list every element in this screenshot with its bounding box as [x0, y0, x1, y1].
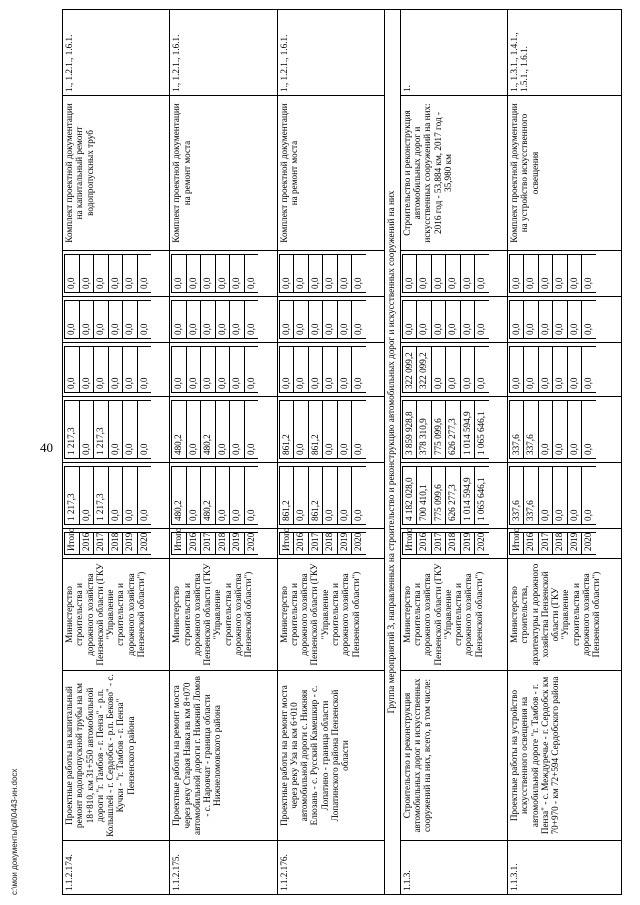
- value-cell: 0,0: [431, 255, 446, 293]
- year-column: [277, 529, 384, 559]
- value-cell: 0,0: [352, 347, 366, 393]
- funding-column: [170, 251, 277, 297]
- value-cell: 2018: [446, 533, 461, 555]
- value-cell: 0,0: [108, 301, 123, 339]
- value-cell: 0,0: [538, 301, 553, 339]
- value-cell: 0,0: [215, 301, 230, 339]
- value-cell: 0,0: [323, 347, 338, 393]
- value-cell: 1 217,3: [94, 401, 109, 459]
- value-cell: 0,0: [215, 347, 230, 393]
- year-values: [171, 346, 258, 393]
- value-cell: 0,0: [524, 255, 539, 293]
- year-values: [64, 400, 151, 459]
- value-cell: 2020: [582, 533, 596, 555]
- value-cell: 2018: [108, 533, 123, 555]
- year-values: [509, 527, 596, 555]
- value-cell: 0,0: [230, 301, 245, 339]
- value-cell: 0,0: [553, 301, 568, 339]
- value-cell: 0,0: [294, 401, 309, 459]
- value-cell: 861,2: [308, 401, 323, 459]
- row-number: 1.1.2.176.: [277, 841, 384, 895]
- year-values: [279, 527, 366, 555]
- value-cell: 0,0: [524, 347, 539, 393]
- value-cell: 0,0: [582, 467, 596, 525]
- year-values: [279, 400, 366, 459]
- value-cell: 0,0: [79, 347, 94, 393]
- value-cell: 2018: [553, 533, 568, 555]
- year-values: [171, 466, 258, 525]
- activity-name: Строительство и реконструкция автомобильных дорог и искусственных сооружений на них, всего, в том числе:: [400, 671, 507, 841]
- value-cell: Итого: [65, 533, 80, 555]
- value-cell: 0,0: [567, 401, 582, 459]
- value-cell: 0,0: [137, 467, 151, 525]
- value-cell: 322 099,2: [402, 347, 417, 393]
- value-cell: 0,0: [352, 255, 366, 293]
- executor: Министерство строительства и дорожного хозяйства Пензенской области (ГКУ "Управление строительства и дорожного хозяйства Пензенской области"): [63, 559, 170, 671]
- value-cell: 0,0: [65, 347, 80, 393]
- value-cell: 3 859 928,8: [402, 401, 417, 459]
- value-cell: 0,0: [417, 255, 432, 293]
- value-cell: 0,0: [402, 301, 417, 339]
- value-cell: 337,6: [524, 467, 539, 525]
- expected-result: Комплект проектной документации на устройство искусственного освещения: [507, 96, 621, 251]
- value-cell: 0,0: [553, 347, 568, 393]
- table-row: [400, 10, 507, 895]
- value-cell: 2020: [352, 533, 366, 555]
- year-values: [509, 400, 596, 459]
- value-cell: 2017: [94, 533, 109, 555]
- funding-column: [400, 343, 507, 397]
- value-cell: 2016: [186, 533, 201, 555]
- page-number: 40: [40, 440, 53, 455]
- funding-column: [400, 251, 507, 297]
- value-cell: 0,0: [475, 255, 489, 293]
- funding-column: [277, 463, 384, 529]
- value-cell: 0,0: [337, 255, 352, 293]
- year-values: [509, 300, 596, 339]
- value-cell: 0,0: [446, 255, 461, 293]
- year-values: [64, 300, 151, 339]
- executor: Министерство строительства и дорожного хозяйства Пензенской области (ГКУ "Управление строительства и дорожного хозяйства Пензенской области"): [400, 559, 507, 671]
- activity-name: Проектные работы на ремонт моста через реку Старая Навка на км 8+070 автомобильной дороги г. Нижний Ломов - с. Наровчат - граница области Нижнеломовского района: [170, 671, 277, 841]
- value-cell: 0,0: [538, 255, 553, 293]
- value-cell: 0,0: [108, 255, 123, 293]
- value-cell: 0,0: [230, 401, 245, 459]
- value-cell: 626 277,3: [446, 467, 461, 525]
- value-cell: 0,0: [279, 255, 294, 293]
- value-cell: 775 099,6: [431, 467, 446, 525]
- value-cell: 0,0: [567, 301, 582, 339]
- value-cell: Итого: [172, 533, 187, 555]
- value-cell: 0,0: [553, 401, 568, 459]
- table-row: [277, 10, 384, 895]
- value-cell: 1 065 646,1: [475, 467, 489, 525]
- value-cell: 0,0: [509, 301, 524, 339]
- funding-column: [63, 251, 170, 297]
- value-cell: 0,0: [509, 255, 524, 293]
- value-cell: 0,0: [201, 255, 216, 293]
- value-cell: 0,0: [582, 401, 596, 459]
- value-cell: 0,0: [186, 255, 201, 293]
- value-cell: 0,0: [460, 301, 475, 339]
- value-cell: 0,0: [108, 467, 123, 525]
- value-cell: 2018: [215, 533, 230, 555]
- value-cell: 0,0: [65, 301, 80, 339]
- year-values: [402, 346, 489, 393]
- value-cell: 0,0: [123, 401, 138, 459]
- row-number: 1.1.3.1.: [507, 841, 621, 895]
- value-cell: 0,0: [172, 301, 187, 339]
- value-cell: 0,0: [582, 347, 596, 393]
- year-values: [402, 300, 489, 339]
- value-cell: 1 217,3: [65, 401, 80, 459]
- row-number: 1.1.3.: [400, 841, 507, 895]
- value-cell: 1 014 594,9: [460, 467, 475, 525]
- year-values: [279, 254, 366, 293]
- value-cell: 0,0: [186, 467, 201, 525]
- value-cell: 0,0: [244, 255, 258, 293]
- value-cell: 0,0: [79, 401, 94, 459]
- value-cell: 0,0: [279, 301, 294, 339]
- value-cell: 2019: [460, 533, 475, 555]
- year-values: [279, 346, 366, 393]
- year-values: [402, 527, 489, 555]
- value-cell: 0,0: [323, 401, 338, 459]
- value-cell: 2020: [475, 533, 489, 555]
- value-cell: 480,2: [172, 467, 187, 525]
- year-values: [402, 254, 489, 293]
- value-cell: 337,6: [509, 467, 524, 525]
- value-cell: 0,0: [294, 467, 309, 525]
- year-values: [279, 466, 366, 525]
- value-cell: 378 310,9: [417, 401, 432, 459]
- value-cell: 1 217,3: [65, 467, 80, 525]
- funding-column: [170, 297, 277, 343]
- row-number: 1.1.2.174.: [63, 841, 170, 895]
- value-cell: 1 014 594,9: [460, 401, 475, 459]
- value-cell: 0,0: [308, 255, 323, 293]
- value-cell: 0,0: [201, 301, 216, 339]
- table-row: [507, 10, 621, 895]
- funding-column: [63, 297, 170, 343]
- value-cell: 0,0: [337, 467, 352, 525]
- value-cell: 0,0: [123, 255, 138, 293]
- value-cell: 0,0: [294, 255, 309, 293]
- funding-column: [170, 343, 277, 397]
- value-cell: 0,0: [94, 347, 109, 393]
- value-cell: 0,0: [538, 401, 553, 459]
- value-cell: 0,0: [475, 301, 489, 339]
- year-values: [402, 466, 489, 525]
- value-cell: 0,0: [94, 255, 109, 293]
- value-cell: 0,0: [94, 301, 109, 339]
- value-cell: 0,0: [509, 347, 524, 393]
- value-cell: 0,0: [460, 347, 475, 393]
- funding-column: [507, 297, 621, 343]
- value-cell: 2018: [323, 533, 338, 555]
- value-cell: 0,0: [65, 255, 80, 293]
- year-column: [63, 529, 170, 559]
- value-cell: 0,0: [244, 467, 258, 525]
- value-cell: 0,0: [79, 255, 94, 293]
- value-cell: 0,0: [337, 401, 352, 459]
- year-values: [171, 300, 258, 339]
- indicator-link: 1.: [400, 10, 507, 96]
- value-cell: 0,0: [244, 347, 258, 393]
- year-values: [509, 254, 596, 293]
- value-cell: 0,0: [417, 301, 432, 339]
- funding-column: [507, 463, 621, 529]
- group-row: [384, 10, 400, 895]
- year-values: [402, 400, 489, 459]
- indicator-link: 1., 1.3.1., 1.4.1., 1.5.1., 1.6.1.: [507, 10, 621, 96]
- value-cell: 0,0: [137, 301, 151, 339]
- value-cell: 0,0: [244, 401, 258, 459]
- expected-result: Строительство и реконструкция автомобильных дорог и искусственных сооружений на них: 2016 год - 53,884 км, 2017 год - 35,980 км: [400, 96, 507, 251]
- value-cell: 0,0: [567, 467, 582, 525]
- value-cell: 0,0: [524, 301, 539, 339]
- value-cell: 2020: [244, 533, 258, 555]
- value-cell: 861,2: [279, 467, 294, 525]
- value-cell: Итого: [402, 533, 417, 555]
- value-cell: 2017: [308, 533, 323, 555]
- year-values: [279, 300, 366, 339]
- row-number: 1.1.2.175.: [170, 841, 277, 895]
- value-cell: 0,0: [294, 347, 309, 393]
- value-cell: 0,0: [137, 347, 151, 393]
- value-cell: 0,0: [352, 467, 366, 525]
- funding-column: [170, 463, 277, 529]
- value-cell: 0,0: [582, 255, 596, 293]
- value-cell: 0,0: [230, 347, 245, 393]
- year-column: [400, 529, 507, 559]
- year-values: [171, 400, 258, 459]
- funding-column: [507, 397, 621, 463]
- value-cell: 0,0: [108, 347, 123, 393]
- value-cell: 0,0: [172, 347, 187, 393]
- funding-column: [400, 297, 507, 343]
- value-cell: 0,0: [172, 255, 187, 293]
- executor: Министерство строительства и дорожного хозяйства Пензенской области (ГКУ "Управление строительства и дорожного хозяйства Пензенской области"): [170, 559, 277, 671]
- value-cell: 480,2: [172, 401, 187, 459]
- value-cell: 0,0: [323, 255, 338, 293]
- funding-column: [400, 463, 507, 529]
- value-cell: 0,0: [215, 255, 230, 293]
- value-cell: 2016: [294, 533, 309, 555]
- program-activities-table: [62, 9, 622, 895]
- value-cell: 861,2: [279, 401, 294, 459]
- value-cell: 2016: [79, 533, 94, 555]
- value-cell: 322 099,2: [417, 347, 432, 393]
- value-cell: 337,6: [509, 401, 524, 459]
- activity-name: Проектные работы на устройство искусственного освещения на автомобильной дороге "г. Тамбов - г. Пенза" - с. Междуречье - г. Сердобск км 70+970 - км 72+594 Сердобского района: [507, 671, 621, 841]
- value-cell: 0,0: [279, 347, 294, 393]
- funding-column: [400, 397, 507, 463]
- value-cell: 1 065 646,1: [475, 401, 489, 459]
- value-cell: 4 182 028,0: [402, 467, 417, 525]
- value-cell: 0,0: [108, 401, 123, 459]
- rotated-table-area: [62, 10, 622, 895]
- value-cell: 0,0: [308, 347, 323, 393]
- value-cell: 0,0: [186, 347, 201, 393]
- expected-result: Комплект проектной документации на ремонт моста: [170, 96, 277, 251]
- indicator-link: 1., 1.2.1., 1.6.1.: [170, 10, 277, 96]
- value-cell: 0,0: [475, 347, 489, 393]
- value-cell: 480,2: [201, 467, 216, 525]
- value-cell: 0,0: [323, 301, 338, 339]
- funding-column: [63, 397, 170, 463]
- year-values: [64, 466, 151, 525]
- value-cell: 2019: [230, 533, 245, 555]
- value-cell: 0,0: [337, 347, 352, 393]
- expected-result: Комплект проектной документации на капитальный ремонт водопропускных труб: [63, 96, 170, 251]
- value-cell: 2019: [337, 533, 352, 555]
- table-row: [63, 10, 170, 895]
- value-cell: 2017: [431, 533, 446, 555]
- value-cell: 0,0: [567, 347, 582, 393]
- table-row: [170, 10, 277, 895]
- value-cell: 0,0: [323, 467, 338, 525]
- value-cell: 0,0: [79, 467, 94, 525]
- executor: Министерство строительства, архитектуры и дорожного хозяйства Пензенской области (ГКУ "Управление строительства и дорожного хозяйства Пензенской области"): [507, 559, 621, 671]
- value-cell: 0,0: [431, 347, 446, 393]
- value-cell: 0,0: [446, 301, 461, 339]
- value-cell: 0,0: [201, 347, 216, 393]
- value-cell: 0,0: [567, 255, 582, 293]
- year-values: [64, 346, 151, 393]
- funding-column: [63, 343, 170, 397]
- value-cell: 775 099,6: [431, 401, 446, 459]
- value-cell: 0,0: [79, 301, 94, 339]
- value-cell: 861,2: [308, 467, 323, 525]
- funding-column: [170, 397, 277, 463]
- value-cell: 0,0: [186, 301, 201, 339]
- executor: Министерство строительства и дорожного хозяйства Пензенской области (ГКУ "Управление строительства и дорожного хозяйства Пензенской области"): [277, 559, 384, 671]
- value-cell: 0,0: [553, 255, 568, 293]
- year-values: [64, 254, 151, 293]
- value-cell: 626 277,3: [446, 401, 461, 459]
- value-cell: 0,0: [215, 467, 230, 525]
- value-cell: 0,0: [431, 301, 446, 339]
- value-cell: 2017: [201, 533, 216, 555]
- value-cell: 700 410,1: [417, 467, 432, 525]
- value-cell: 0,0: [582, 301, 596, 339]
- value-cell: 0,0: [137, 401, 151, 459]
- value-cell: 0,0: [446, 347, 461, 393]
- value-cell: 0,0: [215, 401, 230, 459]
- year-values: [509, 346, 596, 393]
- value-cell: 0,0: [230, 467, 245, 525]
- funding-column: [507, 343, 621, 397]
- value-cell: 2016: [524, 533, 539, 555]
- value-cell: 0,0: [402, 255, 417, 293]
- value-cell: 0,0: [244, 301, 258, 339]
- value-cell: 0,0: [123, 301, 138, 339]
- value-cell: 0,0: [230, 255, 245, 293]
- indicator-link: 1., 1.2.1., 1.6.1.: [63, 10, 170, 96]
- value-cell: 0,0: [352, 401, 366, 459]
- value-cell: 0,0: [352, 301, 366, 339]
- value-cell: 2017: [538, 533, 553, 555]
- value-cell: 2016: [417, 533, 432, 555]
- value-cell: Итого: [279, 533, 294, 555]
- value-cell: 0,0: [123, 467, 138, 525]
- value-cell: 0,0: [123, 347, 138, 393]
- value-cell: 2019: [567, 533, 582, 555]
- activity-name: Проектные работы на ремонт моста через реку Уза на км 6+010 автомобильной дороги с. Нижняя Елюзань - с. Русский Камешкир - с. Лопатино - граница области Лопатинского района Пензенской области: [277, 671, 384, 841]
- year-column: [170, 529, 277, 559]
- funding-column: [507, 251, 621, 297]
- year-values: [171, 254, 258, 293]
- expected-result: Комплект проектной документации на ремонт моста: [277, 96, 384, 251]
- value-cell: 0,0: [538, 467, 553, 525]
- funding-column: [277, 397, 384, 463]
- value-cell: 1 217,3: [94, 467, 109, 525]
- year-values: [64, 527, 151, 555]
- year-values: [509, 466, 596, 525]
- footer-file-path: c:\мои документы\pil\0443-ин.docx: [10, 768, 19, 895]
- funding-column: [63, 463, 170, 529]
- value-cell: 0,0: [308, 301, 323, 339]
- year-values: [171, 527, 258, 555]
- value-cell: 337,6: [524, 401, 539, 459]
- funding-column: [277, 297, 384, 343]
- funding-column: [277, 251, 384, 297]
- value-cell: Итого: [509, 533, 524, 555]
- group-title: Группа мероприятий 3, направленных на строительство и реконструкцию автомобильных дорог и искусственных сооружений на них: [384, 10, 400, 895]
- value-cell: 0,0: [538, 347, 553, 393]
- value-cell: 0,0: [460, 255, 475, 293]
- value-cell: 0,0: [294, 301, 309, 339]
- value-cell: 2019: [123, 533, 138, 555]
- indicator-link: 1., 1.2.1., 1.6.1.: [277, 10, 384, 96]
- funding-column: [277, 343, 384, 397]
- value-cell: 0,0: [337, 301, 352, 339]
- value-cell: 480,2: [201, 401, 216, 459]
- value-cell: 0,0: [137, 255, 151, 293]
- year-column: [507, 529, 621, 559]
- activity-name: Проектные работы на капитальный ремонт водопропускной трубы на км 18+810, км 31+550 автомобильной дороги "г. Тамбов - г. Пенза" - р.п. Колышлей - г. Сердобск - р.п. Бековo" - с. Кучки - "г. Тамбов - г. Пенза" Пензенского района: [63, 671, 170, 841]
- value-cell: 0,0: [553, 467, 568, 525]
- value-cell: 2020: [137, 533, 151, 555]
- value-cell: 0,0: [186, 401, 201, 459]
